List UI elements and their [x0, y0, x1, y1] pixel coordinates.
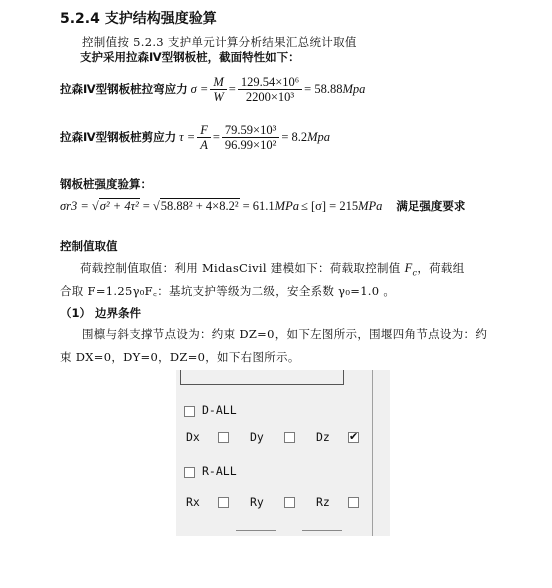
dz-label: Dz: [316, 430, 330, 444]
check-unit: MPa: [274, 198, 299, 213]
check-radical-1: σ² + 4τ²: [99, 199, 139, 213]
ry-label: Ry: [250, 495, 264, 509]
rz-label: Rz: [316, 495, 330, 509]
shear-formula: 拉森Ⅳ型钢板桩剪应力 τ = $\frac{F}{A}$ = $\frac{\text{79.59×10³}}{\text{96.99×10²}}$ = 8.2 Mpa: [60, 122, 331, 152]
boundary-para-2: 束 DX=0，DY=0，DZ=0，如下右图所示。: [60, 350, 300, 364]
ry-checkbox[interactable]: [284, 497, 295, 508]
control-heading: 控制值取值: [60, 239, 118, 253]
bending-unit: Mpa: [342, 81, 366, 96]
shear-unit: Mpa: [307, 129, 331, 144]
shear-label: 拉森Ⅳ型钢板桩剪应力: [60, 130, 177, 144]
rx-label: Rx: [186, 495, 200, 509]
cut-off-control: [236, 530, 276, 536]
shear-symbol: τ =: [179, 129, 196, 144]
control-para-2: 合取 F=1.25γ₀F꜀：基坑支护等级为二级，安全系数 γ₀=1.0 。: [60, 284, 396, 298]
dx-label: Dx: [186, 430, 200, 444]
check-radical-2: 58.88² + 4×8.2²: [160, 199, 239, 213]
dz-checkbox[interactable]: [348, 432, 359, 443]
bending-symbol: σ =: [190, 81, 209, 96]
bending-frac-symbolic: $\frac{M}{W}$: [210, 75, 226, 104]
check-condition: ≤ [σ] = 215: [300, 198, 359, 213]
d-all-checkbox[interactable]: [184, 406, 195, 417]
check-conclusion: 满足强度要求: [396, 199, 466, 213]
boundary-para-1: 围檩与斜支撑节点设为：约束 DZ=0，如下左图所示，围堰四角节点设为：约: [82, 327, 488, 341]
check-heading: 钢板桩强度验算：: [60, 177, 152, 191]
intro-line-2: 支护采用拉森Ⅳ型钢板桩，截面特性如下：: [80, 50, 300, 64]
group-box-edge: [180, 370, 344, 385]
intro-line-1: 控制值按 5.2.3 支护单元计算分析结果汇总统计取值: [82, 35, 357, 49]
dy-label: Dy: [250, 430, 264, 444]
check-formula: σr3 = √ σ² + 4τ² = √ 58.88² + 4×8.2² = 61.1 MPa ≤ [σ] = 215 MPa 满足强度要求: [60, 198, 466, 213]
d-all-label: D-ALL: [202, 403, 237, 417]
cut-off-control: [302, 530, 342, 536]
bending-frac-numeric: $\frac{\text{129.54×10⁶}}{\text{2200×10³}}$: [238, 75, 302, 104]
rz-checkbox[interactable]: [348, 497, 359, 508]
r-all-label: R-ALL: [202, 464, 237, 478]
dx-checkbox[interactable]: [218, 432, 229, 443]
shear-frac-numeric: $\frac{\text{79.59×10³}}{\text{96.99×10²}}$: [222, 123, 279, 152]
section-heading: 5.2.4 支护结构强度验算: [60, 11, 217, 27]
supports-dialog: [176, 370, 390, 536]
bending-label: 拉森Ⅳ型钢板桩拉弯应力: [60, 82, 188, 96]
rx-checkbox[interactable]: [218, 497, 229, 508]
check-result: = 61.1: [242, 198, 275, 213]
check-lhs: σr3 =: [60, 198, 89, 213]
shear-result: = 8.2: [281, 129, 308, 144]
bending-result: = 58.88: [304, 81, 343, 96]
panel-divider: [372, 370, 373, 536]
boundary-heading: （1） 边界条件: [60, 306, 142, 320]
check-unit-2: MPa: [358, 198, 383, 213]
shear-frac-symbolic: $\frac{F}{A}$: [197, 123, 211, 152]
control-para-1: 荷载控制值取值：利用 MidasCivil 建模如下：荷载取控制值 $F_c$，荷载组: [80, 261, 465, 278]
r-all-checkbox[interactable]: [184, 467, 195, 478]
dy-checkbox[interactable]: [284, 432, 295, 443]
bending-formula: 拉森Ⅳ型钢板桩拉弯应力 σ = $\frac{M}{W}$ = $\frac{\text{129.54×10⁶}}{\text{2200×10³}}$ = 58.88 Mpa: [60, 74, 366, 104]
